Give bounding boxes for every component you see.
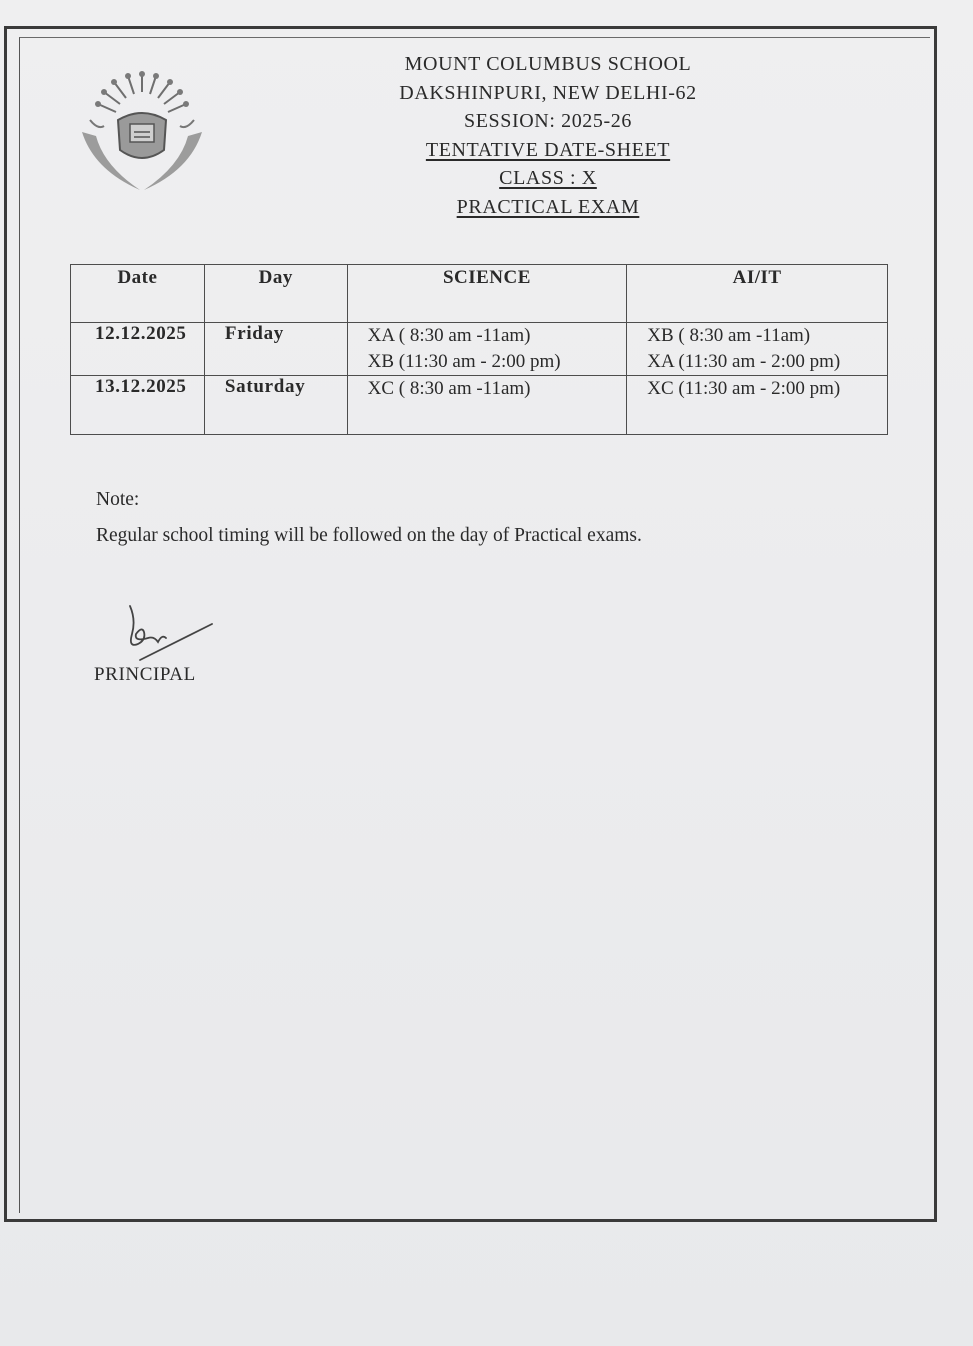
row-date: 12.12.2025 <box>71 323 205 376</box>
ai-it-slots <box>627 323 888 376</box>
science-slot: XB (11:30 am - 2:00 pm) <box>367 351 561 372</box>
note-label: Note: <box>96 489 140 510</box>
ai-it-slot: XB ( 8:30 am -11am) <box>647 325 811 346</box>
school-crest-icon <box>74 70 210 194</box>
column-header-science: SCIENCE <box>347 265 627 323</box>
column-header-day: Day <box>204 265 347 323</box>
ai-it-slot: XA (11:30 am - 2:00 pm) <box>647 351 841 372</box>
note-section <box>96 482 642 554</box>
table-header-row <box>71 265 888 323</box>
document-header <box>330 50 766 221</box>
school-name: MOUNT COLUMBUS SCHOOL <box>404 53 692 75</box>
document-title: TENTATIVE DATE-SHEET <box>425 138 671 161</box>
ai-it-slot: XC (11:30 am - 2:00 pm) <box>647 378 841 399</box>
science-slots <box>347 376 627 435</box>
science-slots <box>347 323 627 376</box>
class-label: CLASS : X <box>499 167 597 189</box>
principal-title: PRINCIPAL <box>94 664 196 685</box>
session: SESSION: 2025-26 <box>464 110 632 132</box>
school-address: DAKSHINPURI, NEW DELHI-62 <box>399 81 697 104</box>
principal-signature-icon <box>118 604 218 664</box>
table-row <box>71 323 888 376</box>
exam-label: PRACTICAL EXAM <box>456 195 640 218</box>
note-text: Regular school timing will be followed on the day of Practical exams. <box>96 525 642 546</box>
table-row <box>71 376 888 435</box>
column-header-date: Date <box>71 265 205 323</box>
row-day: Friday <box>204 323 347 376</box>
row-date: 13.12.2025 <box>71 376 205 435</box>
column-header-ai-it: AI/IT <box>627 265 888 323</box>
date-sheet-table <box>70 264 888 435</box>
ai-it-slots <box>627 376 888 435</box>
science-slot: XC ( 8:30 am -11am) <box>367 378 531 399</box>
row-day: Saturday <box>204 376 347 435</box>
science-slot: XA ( 8:30 am -11am) <box>367 325 531 346</box>
